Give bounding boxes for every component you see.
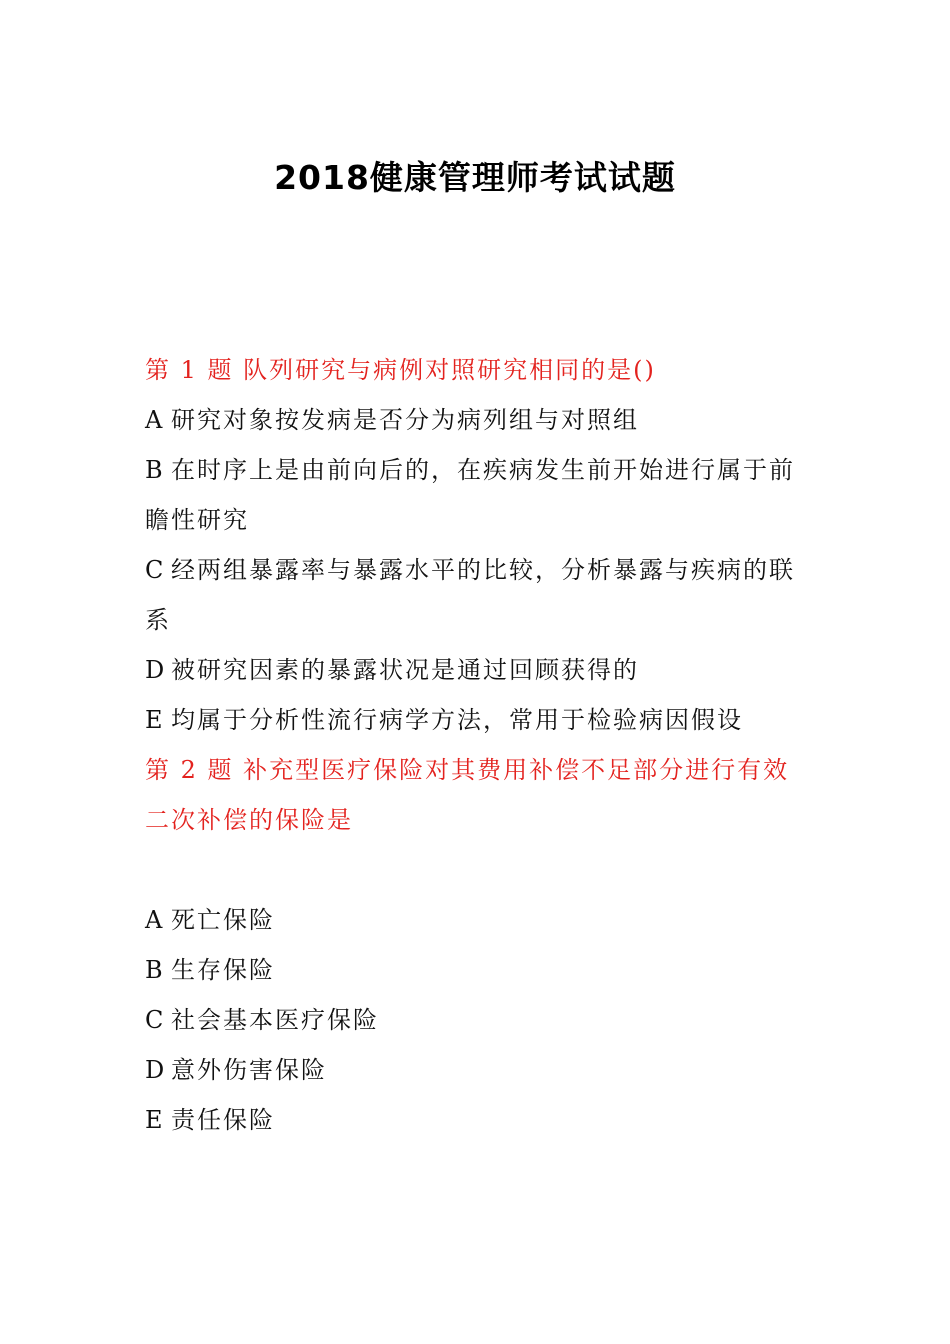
option-letter: C	[145, 1006, 166, 1034]
option-text: 意外伤害保险	[171, 1056, 327, 1084]
option-letter: B	[145, 456, 165, 484]
document-body	[145, 345, 810, 1145]
option-letter: A	[145, 906, 165, 934]
question-1-option-b	[145, 445, 810, 545]
question-1-option-e	[145, 695, 810, 745]
question-1-option-a	[145, 395, 810, 445]
question-2-option-a	[145, 895, 810, 945]
option-text: 均属于分析性流行病学方法，常用于检验病因假设	[171, 706, 743, 734]
question-2-option-c	[145, 995, 810, 1045]
question-2-option-d	[145, 1045, 810, 1095]
option-text: 社会基本医疗保险	[171, 1006, 379, 1034]
document-title: 2018健康管理师考试试题	[274, 158, 676, 197]
question-1-stem: 第 1 题 队列研究与病例对照研究相同的是()	[145, 356, 656, 384]
option-text: 经两组暴露率与暴露水平的比较，分析暴露与疾病的联系	[145, 556, 795, 634]
option-text: 在时序上是由前向后的，在疾病发生前开始进行属于前瞻性研究	[145, 456, 795, 534]
option-letter: E	[145, 1106, 165, 1134]
option-letter: B	[145, 956, 165, 984]
option-text: 研究对象按发病是否分为病列组与对照组	[171, 406, 639, 434]
option-letter: E	[145, 706, 165, 734]
spacer	[145, 845, 810, 895]
question-2-option-b	[145, 945, 810, 995]
question-1-option-c	[145, 545, 810, 645]
option-letter: A	[145, 406, 165, 434]
option-letter: D	[145, 656, 167, 684]
option-letter: D	[145, 1056, 167, 1084]
question-2-option-e	[145, 1095, 810, 1145]
question-2-stem: 第 2 题 补充型医疗保险对其费用补偿不足部分进行有效二次补偿的保险是	[145, 756, 790, 834]
option-letter: C	[145, 556, 166, 584]
option-text: 责任保险	[171, 1106, 275, 1134]
option-text: 死亡保险	[171, 906, 275, 934]
option-text: 生存保险	[171, 956, 275, 984]
option-text: 被研究因素的暴露状况是通过回顾获得的	[171, 656, 639, 684]
question-1-option-d	[145, 645, 810, 695]
